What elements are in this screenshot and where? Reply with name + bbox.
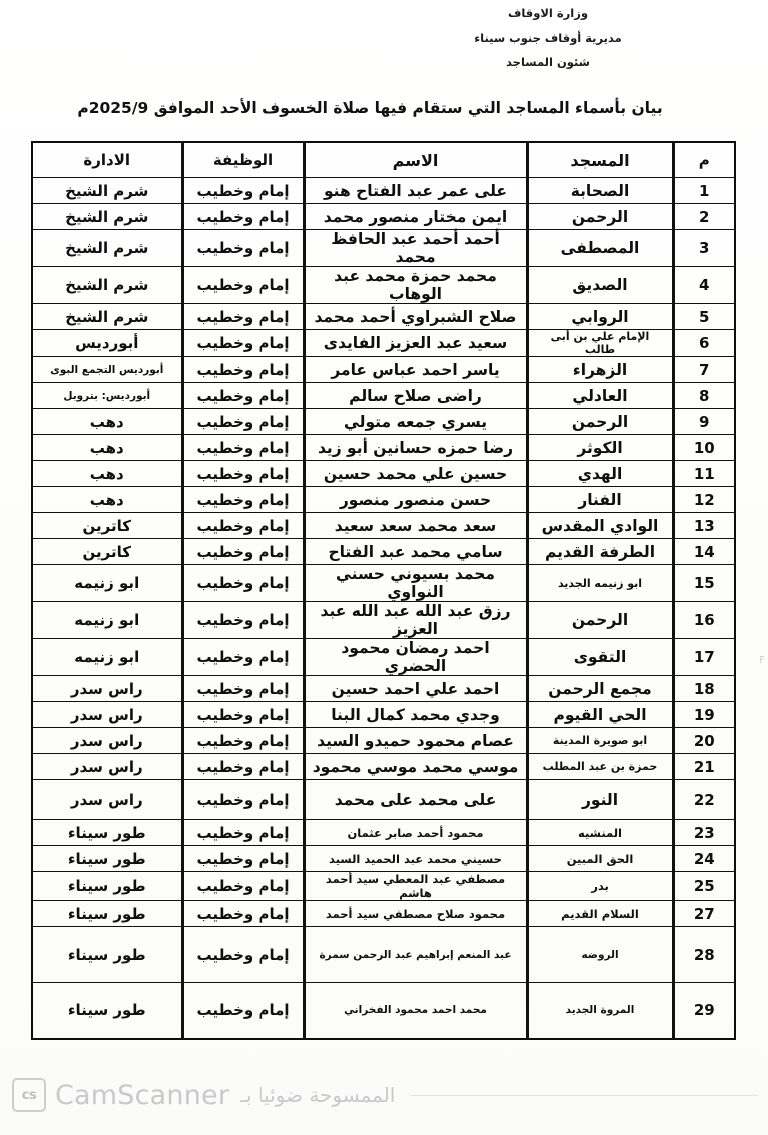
cell-index: 14 bbox=[673, 539, 735, 565]
cell-name: عصام محمود حميدو السيد bbox=[304, 728, 527, 754]
cell-admin: شرم الشيخ bbox=[32, 204, 182, 230]
cell-job: إمام وخطيب bbox=[182, 357, 304, 383]
table-row bbox=[32, 513, 735, 539]
table-row bbox=[32, 539, 735, 565]
cell-job: إمام وخطيب bbox=[182, 539, 304, 565]
page-edge-mark: F bbox=[759, 655, 765, 666]
cell-admin: راس سدر bbox=[32, 728, 182, 754]
cell-index: 23 bbox=[673, 820, 735, 846]
cell-name: سعد محمد سعد سعيد bbox=[304, 513, 527, 539]
cell-job: إمام وخطيب bbox=[182, 487, 304, 513]
cell-mosque: الزهراء bbox=[527, 357, 673, 383]
table-row bbox=[32, 304, 735, 330]
cell-name: محمد بسيوني حسني النواوي bbox=[304, 565, 527, 602]
cell-admin: طور سيناء bbox=[32, 983, 182, 1039]
table-row bbox=[32, 267, 735, 304]
cell-job: إمام وخطيب bbox=[182, 330, 304, 357]
cell-name: عبد المنعم إبراهيم عبد الرحمن سمرة bbox=[304, 927, 527, 983]
cell-name: راضى صلاح سالم bbox=[304, 383, 527, 409]
cell-mosque: الإمام علي بن أبى طالب bbox=[527, 330, 673, 357]
letterhead-line-ministry: وزارة الاوقاف bbox=[508, 6, 588, 20]
cell-name: حسيني محمد عبد الحميد السيد bbox=[304, 846, 527, 872]
cell-index: 17 bbox=[673, 639, 735, 676]
cell-mosque: مجمع الرحمن bbox=[527, 676, 673, 702]
cell-job: إمام وخطيب bbox=[182, 820, 304, 846]
cell-job: إمام وخطيب bbox=[182, 754, 304, 780]
camscanner-brand-text: CamScanner bbox=[55, 1079, 230, 1111]
cell-job: إمام وخطيب bbox=[182, 602, 304, 639]
cell-index: 20 bbox=[673, 728, 735, 754]
cell-mosque: الوادي المقدس bbox=[527, 513, 673, 539]
cell-mosque: الهدي bbox=[527, 461, 673, 487]
cell-mosque: الرحمن bbox=[527, 409, 673, 435]
cell-admin: دهب bbox=[32, 487, 182, 513]
cell-name: يسري جمعه متولي bbox=[304, 409, 527, 435]
cell-mosque: المروة الجديد bbox=[527, 983, 673, 1039]
cell-admin: راس سدر bbox=[32, 754, 182, 780]
camscanner-arabic-text: الممسوحة ضوئيا بـ bbox=[240, 1083, 396, 1107]
camscanner-watermark bbox=[0, 1073, 768, 1117]
cell-index: 8 bbox=[673, 383, 735, 409]
cell-admin: طور سيناء bbox=[32, 927, 182, 983]
cell-admin: شرم الشيخ bbox=[32, 230, 182, 267]
cell-name: محمد حمزة محمد عبد الوهاب bbox=[304, 267, 527, 304]
camscanner-badge-icon: cs bbox=[12, 1078, 46, 1112]
cell-index: 19 bbox=[673, 702, 735, 728]
table-row bbox=[32, 461, 735, 487]
cell-mosque: المنشيه bbox=[527, 820, 673, 846]
cell-name: سعيد عبد العزيز الفايدى bbox=[304, 330, 527, 357]
cell-admin: دهب bbox=[32, 461, 182, 487]
cell-index: 15 bbox=[673, 565, 735, 602]
cell-index: 9 bbox=[673, 409, 735, 435]
cell-admin: أبورديس bbox=[32, 330, 182, 357]
cell-index: 16 bbox=[673, 602, 735, 639]
table-row bbox=[32, 702, 735, 728]
cell-mosque: ابو صويرة المدينة bbox=[527, 728, 673, 754]
column-header-job: الوظيفة bbox=[182, 142, 304, 178]
cell-job: إمام وخطيب bbox=[182, 676, 304, 702]
cell-mosque: حمزة بن عبد المطلب bbox=[527, 754, 673, 780]
cell-name: احمد علي احمد حسين bbox=[304, 676, 527, 702]
cell-mosque: بدر bbox=[527, 872, 673, 901]
cell-admin: أبورديس التجمع البوى bbox=[32, 357, 182, 383]
cell-admin: طور سيناء bbox=[32, 820, 182, 846]
cell-mosque: الحي القيوم bbox=[527, 702, 673, 728]
table-row bbox=[32, 872, 735, 901]
page-title: بيان بأسماء المساجد التي ستقام فيها صلاة الخسوف الأحد الموافق 2025/9م bbox=[77, 99, 663, 117]
cell-mosque: السلام القديم bbox=[527, 901, 673, 927]
cell-name: على محمد على محمد bbox=[304, 780, 527, 820]
cell-index: 29 bbox=[673, 983, 735, 1039]
cell-name: رضا حمزه حسانين أبو زيد bbox=[304, 435, 527, 461]
cell-name: صلاح الشبراوي أحمد محمد bbox=[304, 304, 527, 330]
cell-admin: شرم الشيخ bbox=[32, 178, 182, 204]
watermark-rule bbox=[410, 1095, 758, 1096]
cell-name: حسن منصور منصور bbox=[304, 487, 527, 513]
column-header-mosque: المسجد bbox=[527, 142, 673, 178]
cell-index: 22 bbox=[673, 780, 735, 820]
table-row bbox=[32, 230, 735, 267]
table-row bbox=[32, 927, 735, 983]
table-row bbox=[32, 846, 735, 872]
cell-name: ياسر احمد عباس عامر bbox=[304, 357, 527, 383]
cell-mosque: العادلي bbox=[527, 383, 673, 409]
cell-admin: طور سيناء bbox=[32, 872, 182, 901]
table-row bbox=[32, 409, 735, 435]
cell-name: محمود صلاح مصطفي سيد أحمد bbox=[304, 901, 527, 927]
cell-job: إمام وخطيب bbox=[182, 409, 304, 435]
column-header-name: الاسم bbox=[304, 142, 527, 178]
table-header-row bbox=[32, 142, 735, 178]
table-row bbox=[32, 676, 735, 702]
table-row bbox=[32, 435, 735, 461]
cell-admin: أبورديس: بتروبل bbox=[32, 383, 182, 409]
column-header-index: م bbox=[673, 142, 735, 178]
cell-index: 24 bbox=[673, 846, 735, 872]
cell-job: إمام وخطيب bbox=[182, 513, 304, 539]
cell-name: احمد رمضان محمود الحضري bbox=[304, 639, 527, 676]
cell-name: محمود أحمد صابر عثمان bbox=[304, 820, 527, 846]
cell-mosque: المصطفى bbox=[527, 230, 673, 267]
cell-name: رزق عبد الله عبد الله عبد العزيز bbox=[304, 602, 527, 639]
cell-name: مصطفي عبد المعطي سيد أحمد هاشم bbox=[304, 872, 527, 901]
cell-job: إمام وخطيب bbox=[182, 304, 304, 330]
cell-job: إمام وخطيب bbox=[182, 639, 304, 676]
cell-mosque: الطرفة القديم bbox=[527, 539, 673, 565]
table-row bbox=[32, 602, 735, 639]
cell-index: 27 bbox=[673, 901, 735, 927]
mosque-table-container bbox=[33, 141, 736, 1040]
table-row bbox=[32, 728, 735, 754]
cell-job: إمام وخطيب bbox=[182, 461, 304, 487]
cell-mosque: الصديق bbox=[527, 267, 673, 304]
table-row bbox=[32, 204, 735, 230]
cell-mosque: التقوى bbox=[527, 639, 673, 676]
table-row bbox=[32, 820, 735, 846]
table-row bbox=[32, 330, 735, 357]
cell-admin: ابو زنيمه bbox=[32, 639, 182, 676]
cell-admin: ابو زنيمه bbox=[32, 565, 182, 602]
cell-name: محمد احمد محمود الفخراني bbox=[304, 983, 527, 1039]
cell-index: 2 bbox=[673, 204, 735, 230]
cell-index: 18 bbox=[673, 676, 735, 702]
cell-mosque: الصحابة bbox=[527, 178, 673, 204]
table-row bbox=[32, 901, 735, 927]
cell-mosque: الروابي bbox=[527, 304, 673, 330]
table-body bbox=[32, 178, 735, 1039]
cell-name: حسين علي محمد حسين bbox=[304, 461, 527, 487]
mosque-table bbox=[31, 141, 736, 1040]
table-row bbox=[32, 754, 735, 780]
cell-admin: دهب bbox=[32, 409, 182, 435]
cell-index: 21 bbox=[673, 754, 735, 780]
cell-index: 13 bbox=[673, 513, 735, 539]
cell-job: إمام وخطيب bbox=[182, 204, 304, 230]
cell-mosque: النور bbox=[527, 780, 673, 820]
cell-admin: ابو زنيمه bbox=[32, 602, 182, 639]
cell-job: إمام وخطيب bbox=[182, 565, 304, 602]
table-row bbox=[32, 357, 735, 383]
cell-admin: كاترين bbox=[32, 513, 182, 539]
cell-admin: راس سدر bbox=[32, 676, 182, 702]
cell-job: إمام وخطيب bbox=[182, 780, 304, 820]
cell-mosque: الرحمن bbox=[527, 602, 673, 639]
cell-name: ايمن مختار منصور محمد bbox=[304, 204, 527, 230]
cell-mosque: ابو زنيمه الجديد bbox=[527, 565, 673, 602]
table-row bbox=[32, 565, 735, 602]
cell-index: 5 bbox=[673, 304, 735, 330]
cell-job: إمام وخطيب bbox=[182, 846, 304, 872]
cell-index: 10 bbox=[673, 435, 735, 461]
table-row bbox=[32, 487, 735, 513]
cell-job: إمام وخطيب bbox=[182, 983, 304, 1039]
cell-admin: كاترين bbox=[32, 539, 182, 565]
cell-mosque: الحق المبين bbox=[527, 846, 673, 872]
cell-name: سامي محمد عبد الفتاح bbox=[304, 539, 527, 565]
table-row bbox=[32, 780, 735, 820]
table-row bbox=[32, 639, 735, 676]
cell-index: 7 bbox=[673, 357, 735, 383]
letterhead-line-directorate: مديرية أوقاف جنوب سيناء bbox=[474, 30, 622, 45]
cell-index: 12 bbox=[673, 487, 735, 513]
cell-admin: دهب bbox=[32, 435, 182, 461]
letterhead-line-department: شئون المساجد bbox=[506, 55, 590, 69]
cell-mosque: الفنار bbox=[527, 487, 673, 513]
cell-job: إمام وخطيب bbox=[182, 267, 304, 304]
cell-job: إمام وخطيب bbox=[182, 728, 304, 754]
cell-job: إمام وخطيب bbox=[182, 702, 304, 728]
cell-admin: راس سدر bbox=[32, 780, 182, 820]
cell-index: 11 bbox=[673, 461, 735, 487]
cell-name: على عمر عبد الفتاح هنو bbox=[304, 178, 527, 204]
cell-admin: طور سيناء bbox=[32, 846, 182, 872]
table-row bbox=[32, 178, 735, 204]
cell-mosque: الكوثر bbox=[527, 435, 673, 461]
cell-name: وجدي محمد كمال البنا bbox=[304, 702, 527, 728]
table-row bbox=[32, 983, 735, 1039]
cell-admin: راس سدر bbox=[32, 702, 182, 728]
cell-job: إمام وخطيب bbox=[182, 901, 304, 927]
cell-index: 1 bbox=[673, 178, 735, 204]
cell-job: إمام وخطيب bbox=[182, 383, 304, 409]
cell-index: 4 bbox=[673, 267, 735, 304]
cell-admin: شرم الشيخ bbox=[32, 267, 182, 304]
cell-index: 6 bbox=[673, 330, 735, 357]
cell-mosque: الروضه bbox=[527, 927, 673, 983]
table-row bbox=[32, 383, 735, 409]
cell-name: موسي محمد موسي محمود bbox=[304, 754, 527, 780]
cell-index: 28 bbox=[673, 927, 735, 983]
table-header bbox=[32, 142, 735, 178]
cell-name: أحمد أحمد عبد الحافظ محمد bbox=[304, 230, 527, 267]
cell-job: إمام وخطيب bbox=[182, 435, 304, 461]
cell-job: إمام وخطيب bbox=[182, 230, 304, 267]
cell-job: إمام وخطيب bbox=[182, 178, 304, 204]
letterhead bbox=[398, 8, 698, 82]
column-header-admin: الادارة bbox=[32, 142, 182, 178]
cell-index: 3 bbox=[673, 230, 735, 267]
cell-job: إمام وخطيب bbox=[182, 872, 304, 901]
cell-admin: طور سيناء bbox=[32, 901, 182, 927]
cell-job: إمام وخطيب bbox=[182, 927, 304, 983]
cell-admin: شرم الشيخ bbox=[32, 304, 182, 330]
cell-mosque: الرحمن bbox=[527, 204, 673, 230]
cell-index: 25 bbox=[673, 872, 735, 901]
